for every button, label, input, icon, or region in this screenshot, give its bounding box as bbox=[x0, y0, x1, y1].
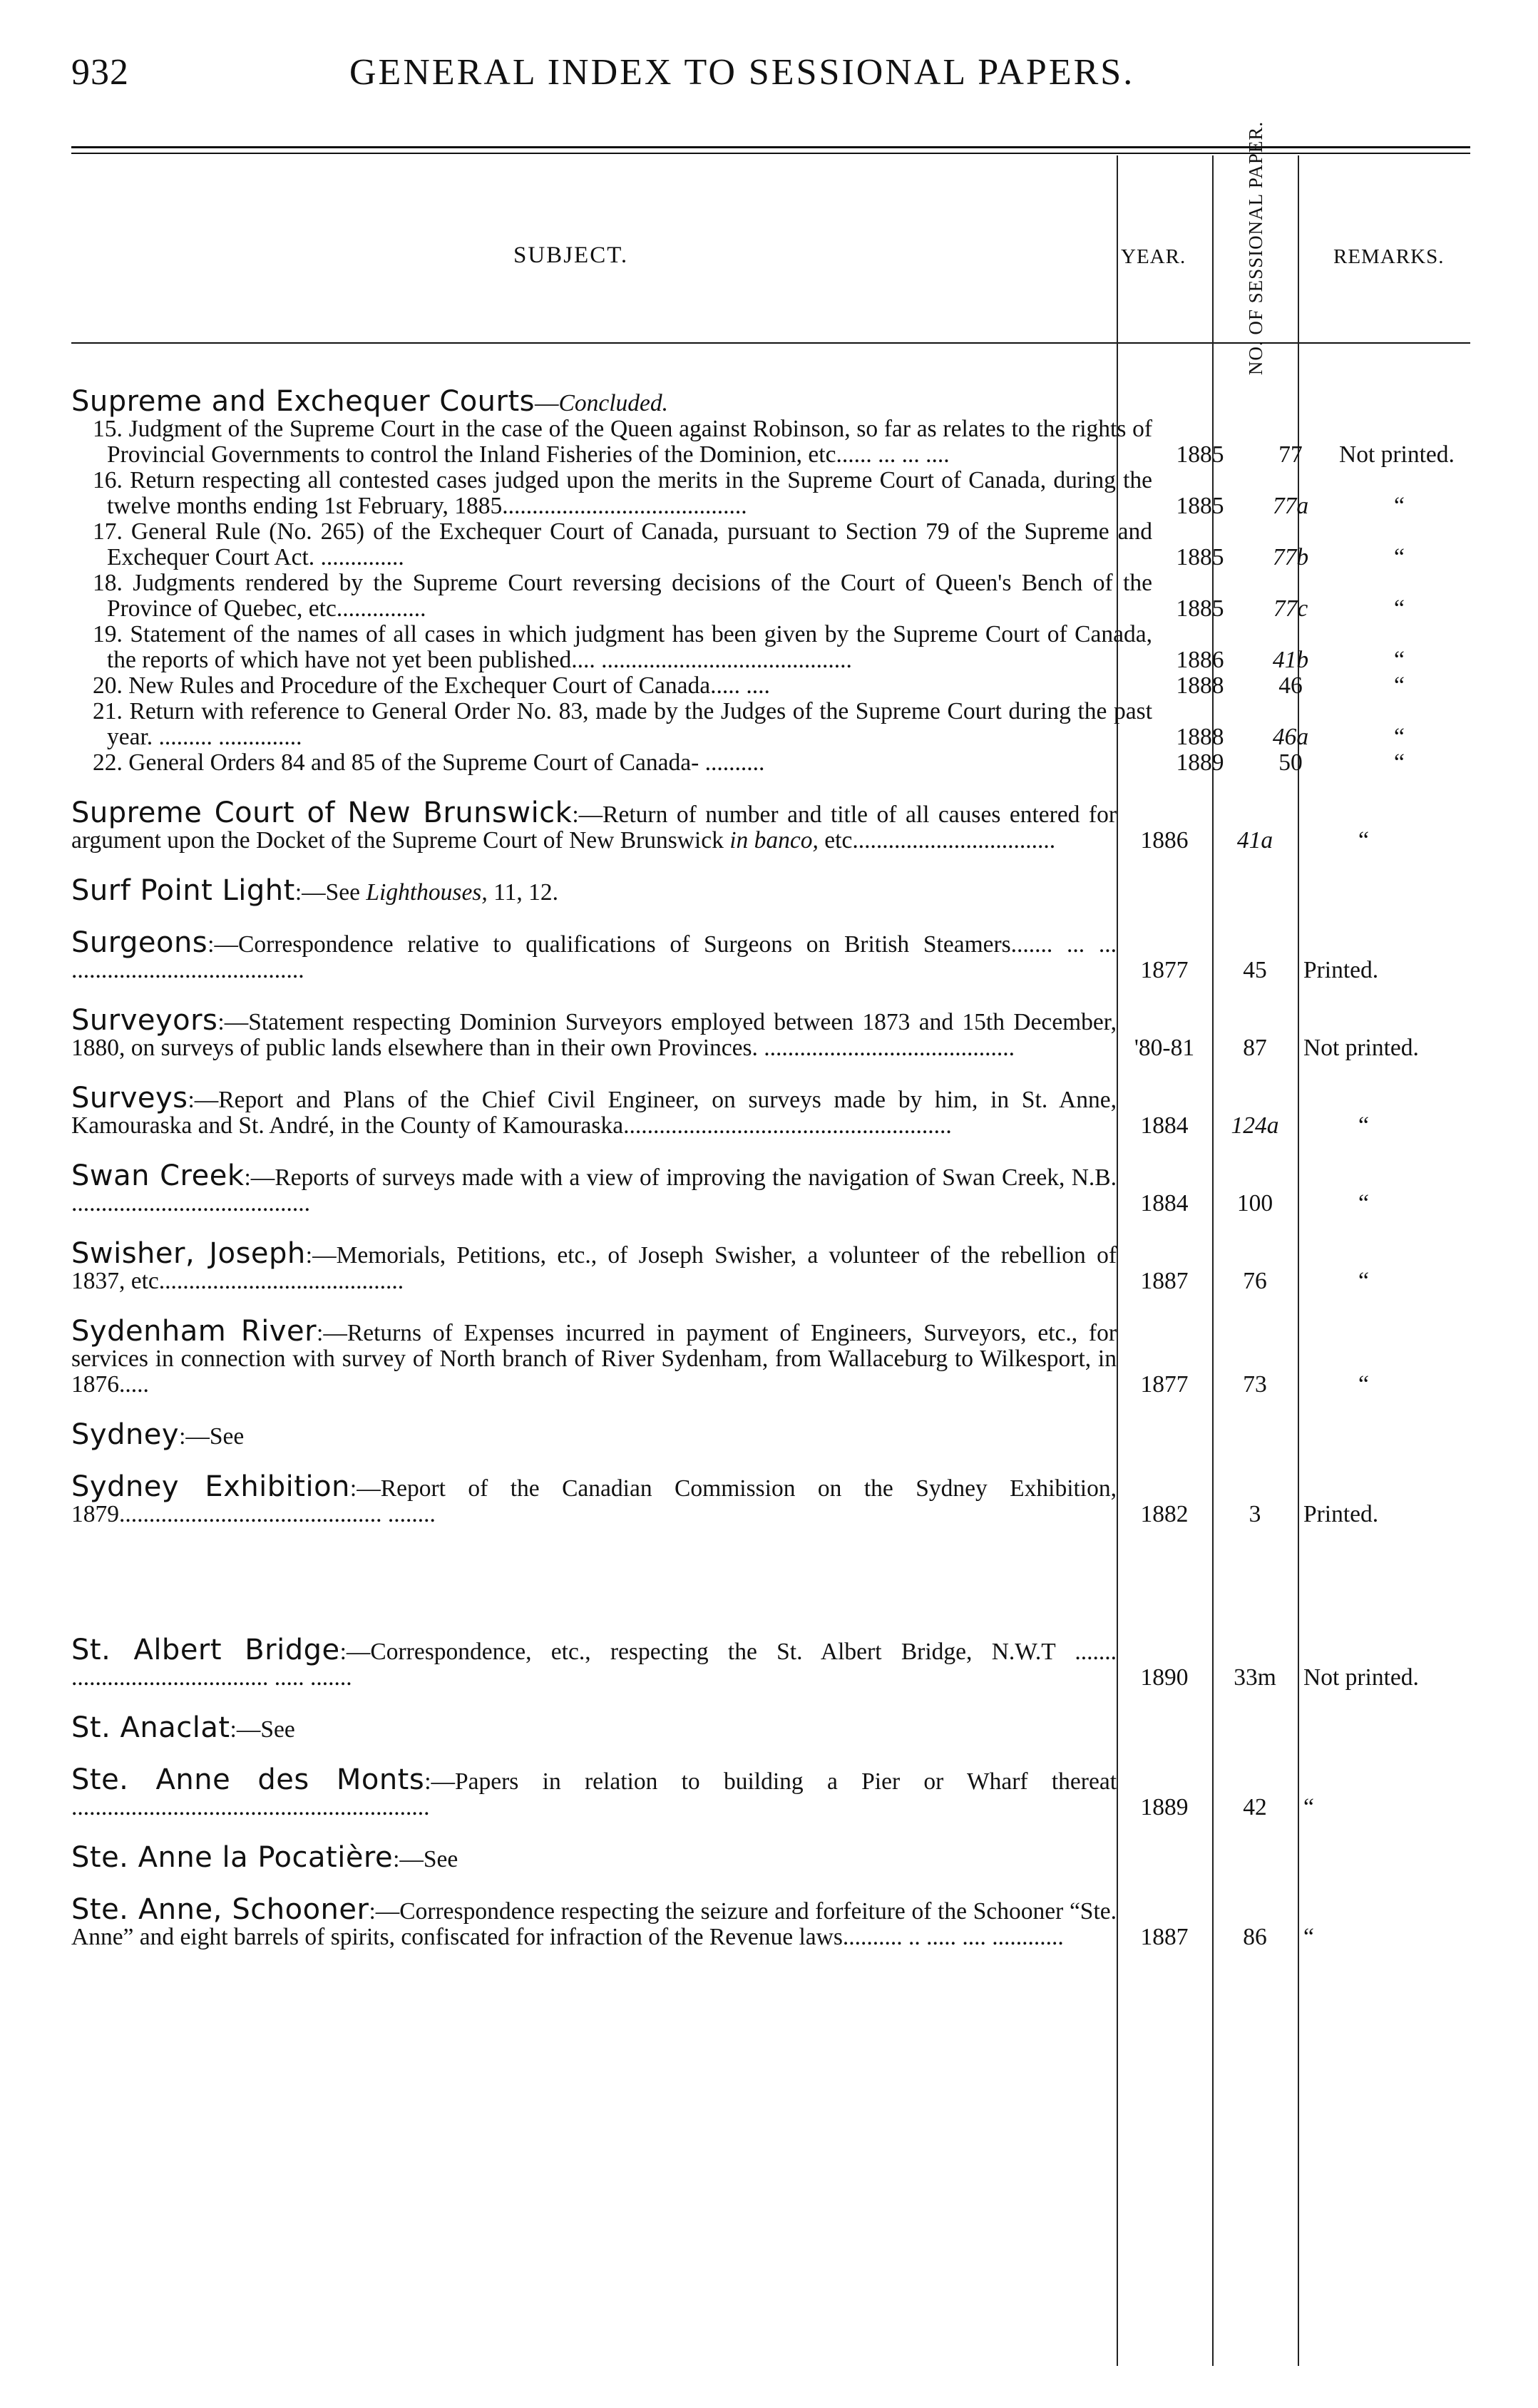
entry-heading: Sydenham River bbox=[71, 1315, 317, 1348]
entry-text: Return of number and title of all causes entered for argument upon the Docket of the Supreme Court of New Brunswick bbox=[71, 801, 1117, 854]
remark-cell: Printed. bbox=[1303, 1501, 1379, 1527]
entry-heading: Ste. Anne des Monts bbox=[71, 1763, 425, 1796]
sub-item-text: Return respecting all contested cases judged upon the merits in the Supreme Court of Canada, during the twelve months ending 1st February, 1885......................................... bbox=[107, 467, 1153, 519]
page-header bbox=[71, 51, 1467, 108]
paper-number-cell: 73 bbox=[1243, 1371, 1267, 1398]
entry-heading: Swan Creek bbox=[71, 1159, 245, 1192]
year-cell: 1882 bbox=[1140, 1501, 1189, 1527]
index-entry bbox=[71, 1082, 1467, 1139]
year-cell: 1885 bbox=[1176, 441, 1224, 468]
number-column-heading-text: NO. OF SESSIONAL PAPER. bbox=[1245, 121, 1266, 376]
entry-text-italic: Lighthouses, bbox=[366, 879, 488, 906]
sub-item-number: 17. bbox=[93, 518, 123, 545]
entry-text: See bbox=[325, 879, 361, 906]
entry-text: Correspondence respecting the seizure and forfeiture of the Schooner “Ste. Anne” and eight barrels of spirits, confiscated for infraction of the Revenue laws.......... .. ..... .... ............ bbox=[71, 1898, 1117, 1950]
entry-separator: :— bbox=[349, 1475, 381, 1502]
entry-text: Report and Plans of the Chief Civil Engineer, on surveys made by him, in St. Anne, Kamouraska and St. André, in the County of Kamouraska....................................................... bbox=[71, 1087, 1117, 1139]
section-heading-wrapper bbox=[71, 1552, 1467, 1637]
sub-item-text: Judgments rendered by the Supreme Court reversing decisions of the Court of Queen's Bench of the Province of Quebec, etc............... bbox=[107, 570, 1153, 622]
entry-separator: :— bbox=[339, 1639, 371, 1665]
remark-cell: Not printed. bbox=[1303, 1035, 1419, 1061]
year-cell: 1884 bbox=[1140, 1190, 1189, 1216]
entry-heading: Surveys bbox=[71, 1082, 188, 1115]
sub-item bbox=[71, 699, 1467, 750]
paper-number-cell: 45 bbox=[1243, 957, 1267, 983]
sub-item-number: 16. bbox=[93, 467, 123, 493]
page-title: GENERAL INDEX TO SESSIONAL PAPERS. bbox=[349, 52, 1135, 93]
year-cell: 1877 bbox=[1140, 1371, 1189, 1398]
year-cell: 1885 bbox=[1176, 493, 1224, 519]
index-entry bbox=[71, 1315, 1467, 1398]
remark-cell: “ bbox=[1394, 493, 1405, 519]
sub-item-number: 22. bbox=[93, 749, 123, 776]
year-cell: 1889 bbox=[1140, 1794, 1189, 1820]
index-entry bbox=[71, 385, 1467, 776]
remark-cell: “ bbox=[1303, 1794, 1314, 1820]
sub-item-text: General Orders 84 and 85 of the Supreme Court of Canada- .......... bbox=[128, 749, 765, 776]
entry-heading: Surf Point Light bbox=[71, 874, 295, 907]
entry-separator: — bbox=[535, 390, 559, 416]
entry-text: Correspondence, etc., respecting the St. Albert Bridge, N.W.T ....... ................................. ..... ....... bbox=[71, 1639, 1117, 1691]
entry-text: Correspondence relative to qualifications of Surgeons on British Steamers....... ... ... ....................................... bbox=[71, 931, 1117, 983]
entry-heading: Surgeons bbox=[71, 926, 208, 959]
paper-number-cell: 46 bbox=[1278, 672, 1303, 699]
year-cell: 1885 bbox=[1176, 595, 1224, 622]
index-entry bbox=[71, 1711, 1467, 1744]
entry-separator: :— bbox=[393, 1846, 424, 1872]
entry-heading: St. Albert Bridge bbox=[71, 1634, 340, 1666]
remark-cell: “ bbox=[1358, 1190, 1369, 1216]
entry-separator: :— bbox=[244, 1164, 275, 1191]
subject-column-heading: SUBJECT. bbox=[513, 242, 629, 268]
entry-separator: :— bbox=[369, 1898, 400, 1925]
paper-number-cell: 76 bbox=[1243, 1268, 1267, 1294]
paper-number-cell: 42 bbox=[1243, 1794, 1267, 1820]
remark-cell: “ bbox=[1358, 827, 1369, 854]
entry-separator: :— bbox=[230, 1716, 261, 1743]
index-entry bbox=[71, 1237, 1467, 1294]
sub-item bbox=[71, 416, 1467, 468]
year-cell: 1889 bbox=[1176, 749, 1224, 776]
entry-separator: :— bbox=[179, 1423, 210, 1450]
entry-heading: Surveyors bbox=[71, 1004, 218, 1037]
remark-cell: Not printed. bbox=[1303, 1664, 1419, 1691]
remark-cell: “ bbox=[1358, 1371, 1369, 1398]
entry-separator: :— bbox=[317, 1320, 347, 1346]
sub-item bbox=[71, 570, 1467, 622]
paper-number-cell: 77b bbox=[1272, 544, 1309, 570]
entry-heading-note: Concluded. bbox=[558, 390, 669, 416]
sub-item bbox=[71, 519, 1467, 570]
entry-heading: Ste. Anne la Pocatière bbox=[71, 1841, 394, 1874]
entry-text: See bbox=[260, 1716, 295, 1743]
entry-separator: :— bbox=[207, 931, 238, 958]
sub-item-number: 21. bbox=[93, 698, 123, 724]
year-cell: 1885 bbox=[1176, 544, 1224, 570]
remark-cell: Not printed. bbox=[1339, 441, 1455, 468]
entry-heading: Sydney bbox=[71, 1418, 180, 1451]
entry-heading: Swisher, Joseph bbox=[71, 1237, 306, 1270]
year-cell: 1877 bbox=[1140, 957, 1189, 983]
entry-separator: :— bbox=[294, 879, 326, 906]
remark-cell: “ bbox=[1394, 749, 1405, 776]
year-cell: 1888 bbox=[1176, 672, 1224, 699]
remark-cell: Printed. bbox=[1303, 957, 1379, 983]
entry-text: Returns of Expenses incurred in payment of Engineers, Surveyors, etc., for services in connection with survey of North branch of River Sydenham, from Wallaceburg to Wilkesport, in 1876..... bbox=[71, 1320, 1117, 1398]
sub-item-text: Statement of the names of all cases in which judgment has been given by the Supreme Court of Canada, the reports of which have not yet been published.... .......................................... bbox=[107, 621, 1152, 673]
remark-cell: “ bbox=[1394, 647, 1405, 673]
index-entry bbox=[71, 1418, 1467, 1451]
year-cell: 1886 bbox=[1140, 827, 1189, 854]
remark-cell: “ bbox=[1394, 724, 1405, 750]
remark-cell: “ bbox=[1394, 672, 1405, 699]
index-entry bbox=[71, 1893, 1467, 1950]
index-entry bbox=[71, 796, 1467, 854]
year-column-heading: YEAR. bbox=[1121, 245, 1186, 268]
index-entry bbox=[71, 1004, 1467, 1061]
paper-number-cell: 41b bbox=[1272, 647, 1309, 673]
sub-item-text: New Rules and Procedure of the Exchequer Court of Canada..... .... bbox=[128, 672, 770, 699]
paper-number-cell: 87 bbox=[1243, 1035, 1267, 1061]
paper-number-cell: 33m bbox=[1234, 1664, 1276, 1691]
sub-item-text: Return with reference to General Order No. 83, made by the Judges of the Supreme Court during the past year. ......... .............. bbox=[107, 698, 1153, 750]
paper-number-cell: 124a bbox=[1231, 1112, 1279, 1139]
year-cell: 1887 bbox=[1140, 1924, 1189, 1950]
index-entry bbox=[71, 1841, 1467, 1874]
remark-cell: “ bbox=[1394, 595, 1405, 622]
sub-item-number: 20. bbox=[93, 672, 123, 699]
year-cell: 1887 bbox=[1140, 1268, 1189, 1294]
index-entry bbox=[71, 874, 1467, 907]
sub-item bbox=[71, 468, 1467, 519]
entry-text: Memorials, Petitions, etc., of Joseph Swisher, a volunteer of the rebellion of 1837, etc......................................... bbox=[71, 1242, 1117, 1294]
paper-number-cell: 100 bbox=[1236, 1190, 1273, 1216]
entry-text-italic: in banco, bbox=[729, 827, 819, 854]
entry-separator: :— bbox=[572, 801, 603, 828]
remark-cell: “ bbox=[1394, 544, 1405, 570]
entry-separator: :— bbox=[305, 1242, 337, 1269]
paper-number-cell: 3 bbox=[1249, 1501, 1261, 1527]
entry-heading: Supreme and Exchequer Courts bbox=[71, 385, 535, 418]
index-entry bbox=[71, 1159, 1467, 1216]
sub-item-text: Judgment of the Supreme Court in the case of the Queen against Robinson, so far as relates to the rights of Provincial Governments to control the Inland Fisheries of the Dominion, etc...... ... ... .... bbox=[107, 416, 1152, 468]
entry-text-after: 11, 12. bbox=[493, 879, 558, 906]
index-entry bbox=[71, 1763, 1467, 1820]
entry-text: Reports of surveys made with a view of improving the navigation of Swan Creek, N.B. ........................................ bbox=[71, 1164, 1117, 1216]
sub-item bbox=[71, 750, 1467, 776]
entry-text: Statement respecting Dominion Surveyors employed between 1873 and 15th December, 1880, on surveys of public lands elsewhere than in their own Provinces. .......................................... bbox=[71, 1009, 1117, 1061]
paper-number-cell: 41a bbox=[1236, 827, 1273, 854]
index-entries bbox=[71, 385, 1467, 1974]
sub-item bbox=[71, 673, 1467, 699]
remark-cell: “ bbox=[1303, 1924, 1314, 1950]
year-cell: 1888 bbox=[1176, 724, 1224, 750]
year-cell: 1884 bbox=[1140, 1112, 1189, 1139]
sub-item-text: General Rule (No. 265) of the Exchequer Court of Canada, pursuant to Section 79 of the Supreme and Exchequer Court Act. .............. bbox=[107, 518, 1153, 570]
entry-text: See bbox=[423, 1846, 458, 1872]
entry-heading: Sydney Exhibition bbox=[71, 1470, 350, 1503]
year-cell: '80-81 bbox=[1134, 1035, 1195, 1061]
sub-item bbox=[71, 622, 1467, 673]
paper-number-cell: 86 bbox=[1243, 1924, 1267, 1950]
remark-cell: “ bbox=[1358, 1112, 1369, 1139]
sub-item-number: 15. bbox=[93, 416, 123, 442]
sub-item-number: 18. bbox=[93, 570, 123, 596]
remark-cell: “ bbox=[1358, 1268, 1369, 1294]
index-entry bbox=[71, 926, 1467, 983]
index-entry bbox=[71, 1470, 1467, 1527]
sub-item-number: 19. bbox=[93, 621, 123, 647]
entry-text: Report of the Canadian Commission on the Sydney Exhibition, 1879............................................ ........ bbox=[71, 1475, 1117, 1527]
paper-number-cell: 77 bbox=[1278, 441, 1303, 468]
paper-number-cell: 77c bbox=[1273, 595, 1308, 622]
index-entry bbox=[71, 1634, 1467, 1691]
entry-text: Papers in relation to building a Pier or Wharf thereat ............................................................ bbox=[71, 1768, 1117, 1820]
entry-text: See bbox=[209, 1423, 245, 1450]
entry-separator: :— bbox=[217, 1009, 249, 1035]
entry-separator: :— bbox=[188, 1087, 219, 1113]
entry-text-after: etc.................................. bbox=[824, 827, 1056, 854]
entry-separator: :— bbox=[424, 1768, 456, 1795]
number-column-heading bbox=[1214, 121, 1298, 376]
remarks-column-heading: REMARKS. bbox=[1333, 245, 1445, 268]
paper-number-cell: 77a bbox=[1272, 493, 1309, 519]
year-cell: 1886 bbox=[1176, 647, 1224, 673]
paper-number-cell: 50 bbox=[1278, 749, 1303, 776]
entry-heading: St. Anaclat bbox=[71, 1711, 230, 1744]
year-cell: 1890 bbox=[1140, 1664, 1189, 1691]
page-number: 932 bbox=[71, 52, 129, 93]
paper-number-cell: 46a bbox=[1272, 724, 1309, 750]
entry-heading: Ste. Anne, Schooner bbox=[71, 1893, 369, 1926]
entry-heading: Supreme Court of New Brunswick bbox=[71, 796, 573, 829]
